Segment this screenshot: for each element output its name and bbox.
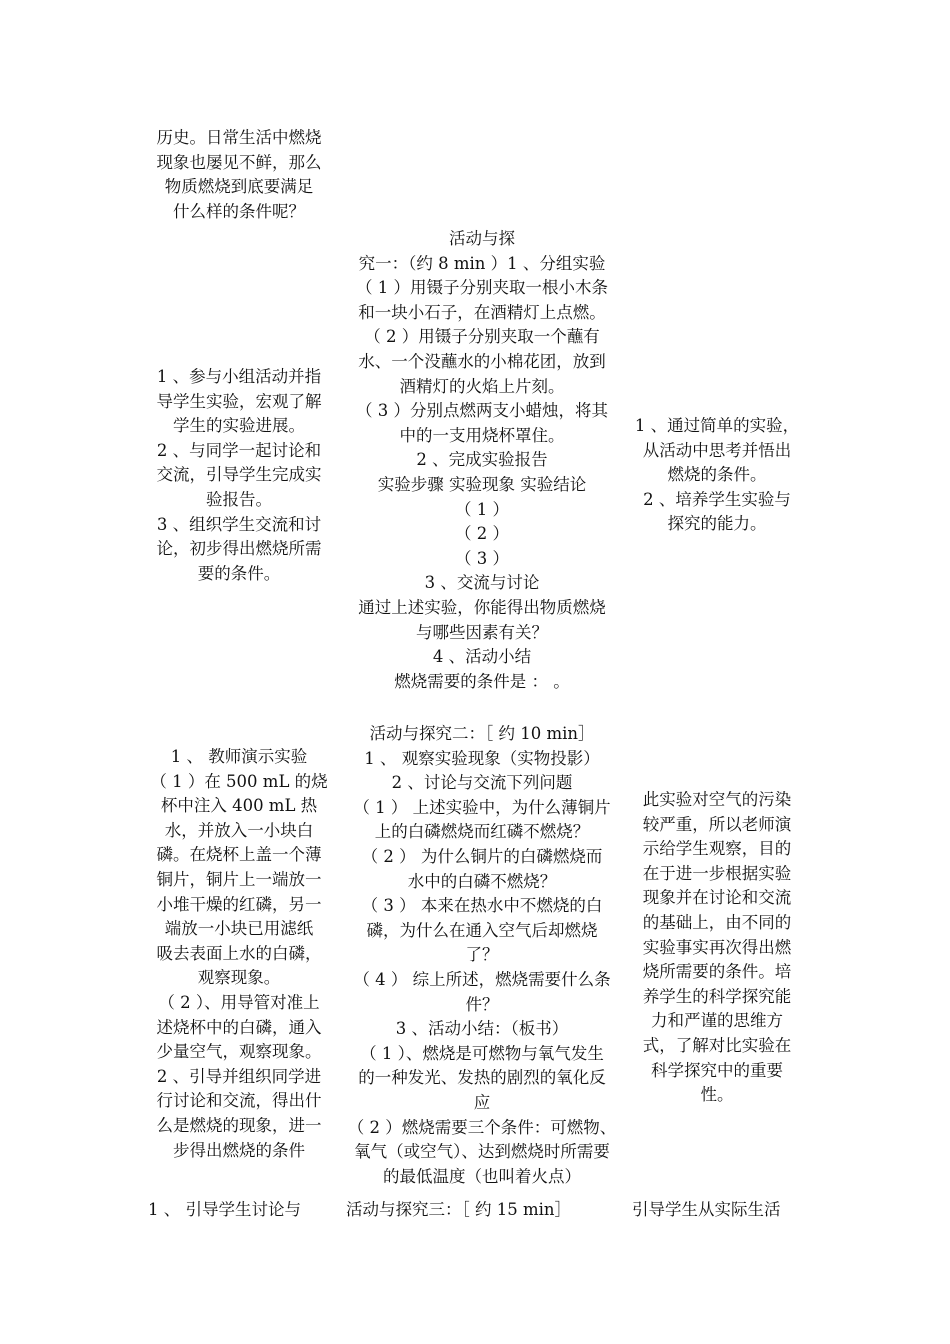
text-line: 磷，为什么在通入空气后却燃烧: [366, 920, 598, 940]
text-line: 验报告。: [206, 489, 272, 509]
text-line: 吸去表面上水的白磷，: [156, 943, 322, 963]
teacher-activity-two-column: [140, 745, 338, 1163]
text-line: （ 1 ） 上述实验中，为什么薄铜片: [353, 797, 611, 817]
text-line: 的基础上，由不同的: [642, 912, 792, 932]
text-line: 的最低温度（也叫着火点）: [383, 1166, 581, 1186]
text-line: 与哪些因素有关？: [416, 622, 548, 642]
left-column-intro: [140, 126, 338, 224]
text-line: （ 3 ） 本来在热水中不燃烧的白: [361, 896, 603, 916]
text-line: 少量空气，观察现象。: [156, 1042, 322, 1062]
text-line: 现象并在讨论和交流: [642, 888, 792, 908]
text-line: （ 4 ） 综上所述，燃烧需要什么条: [353, 969, 611, 989]
text-line: 3 、组织学生交流和讨: [156, 514, 322, 534]
text-line: 步得出燃烧的条件: [173, 1140, 305, 1160]
bottom-right-text: 引导学生从实际生活: [632, 1200, 781, 1219]
text-line: 究一：（约 8 min ）1 、分组实验: [358, 253, 606, 273]
text-line: 什么样的条件呢？: [173, 201, 305, 221]
teacher-activity-one-column: [140, 365, 338, 586]
text-line: （ 1 ）用镊子分别夹取一根小木条: [356, 278, 608, 298]
text-line: 应: [473, 1092, 491, 1112]
text-line: 氧气（或空气）、达到燃烧时所需要: [354, 1142, 610, 1162]
text-line: （ 3 ）: [455, 548, 509, 568]
text-line: 养学生的科学探究能: [642, 986, 792, 1006]
text-line: 此实验对空气的污染: [642, 790, 792, 809]
text-line: 行讨论和交流，得出什: [156, 1091, 322, 1111]
design-intent-two-column: [628, 788, 806, 1108]
text-line: 交流，引导学生完成实: [156, 465, 322, 485]
bottom-mid-text: 活动与探究三：［ 约 15 min］: [346, 1200, 572, 1219]
text-line: 现象也屡见不鲜，那么: [156, 152, 322, 172]
text-line: 活动与探: [449, 229, 515, 248]
text-line: 1 、参与小组活动并指: [156, 367, 322, 386]
text-line: 中的一支用烧杯罩住。: [399, 425, 565, 445]
text-line: 端放一小块已用滤纸: [164, 919, 314, 939]
text-line: 性。: [700, 1085, 734, 1105]
text-line: 示给学生观察，目的: [642, 839, 792, 859]
text-line: （ 3 ）分别点燃两支小蜡烛，将其: [356, 401, 608, 421]
text-line: 从活动中思考并悟出: [642, 440, 792, 460]
text-line: （ 2 ） 为什么铜片的白磷燃烧而: [361, 846, 603, 866]
text-line: 水中的白磷不燃烧？: [407, 871, 557, 891]
text-line: 探究的能力。: [667, 514, 767, 534]
text-line: （ 2 ）用镊子分别夹取一个蘸有: [364, 327, 600, 347]
text-line: 2 、培养学生实验与: [643, 489, 791, 509]
text-line: 了？: [465, 945, 499, 965]
text-line: 2 、与同学一起讨论和: [156, 440, 322, 460]
bottom-left-text: 1 、 引导学生讨论与: [148, 1200, 301, 1219]
text-line: （ 1 ）在 500 mL 的烧: [150, 771, 328, 791]
text-line: 的一种发光、发热的剧烈的氧化反: [358, 1068, 606, 1088]
design-intent-one-column: [628, 414, 806, 537]
text-line: 磷。在烧杯上盖一个薄: [156, 845, 322, 865]
text-line: 燃烧需要的条件是 ： 。: [394, 671, 570, 691]
text-line: 件？: [465, 994, 499, 1014]
text-line: 实验步骤 实验现象 实验结论: [377, 474, 587, 494]
text-line: 较严重，所以老师演: [642, 814, 792, 834]
text-line: 在于进一步根据实验: [642, 863, 792, 883]
text-line: 2 、完成实验报告: [416, 450, 548, 470]
text-line: 学生的实验进展。: [173, 416, 305, 436]
text-line: （ 1 ）: [455, 499, 509, 519]
text-line: 历史。日常生活中燃烧: [156, 128, 322, 147]
text-line: 通过上述实验，你能得出物质燃烧: [358, 597, 606, 617]
text-line: 1 、 观察实验现象（实物投影）: [364, 748, 600, 768]
text-line: 论，初步得出燃烧所需: [156, 539, 322, 559]
text-line: 水，并放入一小块白: [164, 820, 314, 840]
text-line: 实验事实再次得出燃: [642, 937, 792, 957]
text-line: 3 、活动小结：（板书）: [395, 1019, 569, 1039]
text-line: 1 、 教师演示实验: [170, 747, 308, 766]
text-line: 科学探究中的重要: [651, 1060, 783, 1080]
text-line: 式，了解对比实验在: [642, 1035, 792, 1055]
text-line: 要的条件。: [197, 563, 281, 583]
text-line: 3 、交流与讨论: [424, 573, 540, 593]
text-line: 铜片，铜片上一端放一: [156, 869, 322, 889]
text-line: 力和严谨的思维方: [651, 1011, 783, 1031]
text-line: （ 2 ）燃烧需要三个条件：可燃物、: [347, 1117, 617, 1137]
text-line: 小堆干燥的红磷，另一: [156, 894, 322, 914]
text-line: 导学生实验，宏观了解: [156, 391, 322, 411]
text-line: 1 、通过简单的实验，: [634, 416, 800, 435]
text-line: （ 2 ）、用导管对准上: [158, 992, 320, 1012]
text-line: 2 、讨论与交流下列问题: [391, 773, 573, 793]
text-line: 观察现象。: [197, 968, 281, 988]
text-line: 2 、引导并组织同学进: [156, 1066, 322, 1086]
text-line: 上的白磷燃烧而红磷不燃烧？: [374, 822, 590, 842]
text-line: 物质燃烧到底要满足: [164, 177, 314, 197]
activity-one-column: [336, 227, 628, 694]
text-line: 酒精灯的火焰上片刻。: [399, 376, 565, 396]
text-line: 么是燃烧的现象，进一: [156, 1115, 322, 1135]
text-line: 活动与探究二：［ 约 10 min］: [369, 724, 595, 743]
text-line: 和一块小石子，在酒精灯上点燃。: [358, 302, 606, 322]
text-line: （ 2 ）: [455, 524, 509, 544]
text-line: 燃烧的条件。: [667, 465, 767, 485]
text-line: 杯中注入 400 mL 热: [160, 796, 318, 816]
text-line: 烧所需要的条件。培: [642, 962, 792, 982]
text-line: 述烧杯中的白磷，通入: [156, 1017, 322, 1037]
activity-two-column: [336, 722, 628, 1189]
text-line: 4 、活动小结: [432, 647, 532, 667]
text-line: （ 1 ）、燃烧是可燃物与氧气发生: [360, 1043, 604, 1063]
text-line: 水、一个没蘸水的小棉花团，放到: [358, 351, 606, 371]
